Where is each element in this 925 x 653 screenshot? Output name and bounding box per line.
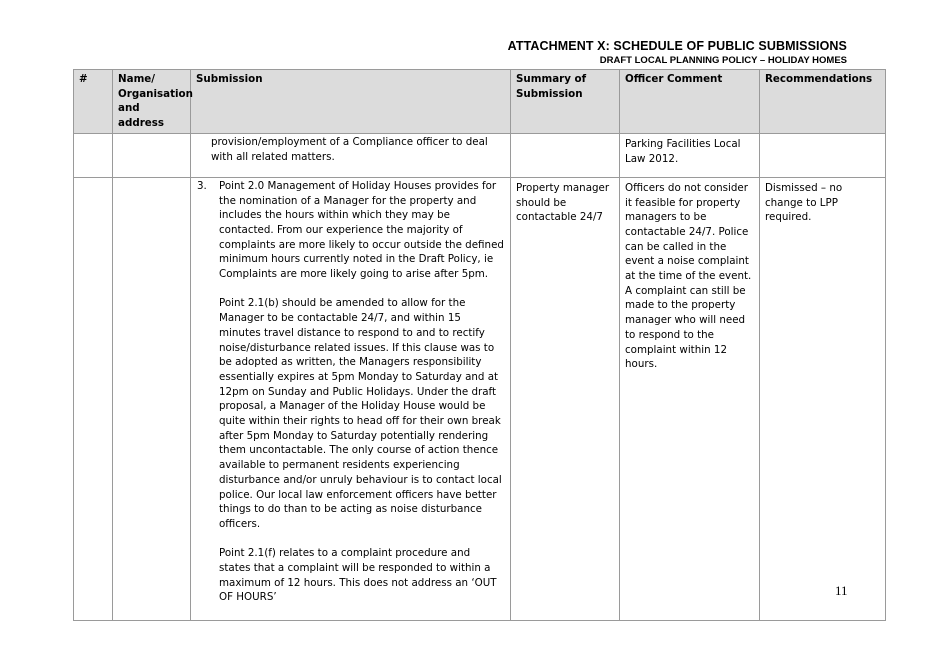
cell-name xyxy=(113,177,191,620)
cell-summary xyxy=(511,133,620,177)
submission-paragraph: Point 2.0 Management of Holiday Houses provides for the nomination of a Manager for the property and includes the hours within which they may be contacted. From our experience the majority of complaints are more likely to occur outside the defined minimum hours currently noted in the Draft Policy, ie Complaints are more likely going to arise after 5pm. xyxy=(219,179,504,281)
submissions-table xyxy=(73,69,886,621)
summary-text: Property manager should be contactable 24/7 xyxy=(516,181,610,224)
document-subtitle: DRAFT LOCAL PLANNING POLICY – HOLIDAY HOMES xyxy=(599,55,847,66)
table-row xyxy=(74,177,886,620)
officer-comment-text: Officers do not consider it feasible for property managers to be contactable 24/7. Police can be called in the event a noise complaint at the time of the event. A complaint can still be made to the property manager who will need to respond to the complaint within 12 hours. xyxy=(625,181,752,371)
column-header-submission: Submission xyxy=(191,70,511,134)
submission-paragraph: Point 2.1(f) relates to a complaint procedure and states that a complaint will be responded to within a maximum of 12 hours. This does not address an ‘OUT OF HOURS’ xyxy=(219,547,497,604)
submission-text: provision/employment of a Compliance officer to deal with all related matters. xyxy=(211,135,488,163)
cell-officer-comment xyxy=(620,177,760,620)
cell-officer-comment xyxy=(620,133,760,177)
cell-name xyxy=(113,133,191,177)
submission-paragraph: Point 2.1(b) should be amended to allow for the Manager to be contactable 24/7, and within 15 minutes travel distance to respond to and to rectify noise/disturbance related issues. If this clause was to be adopted as written, the Managers responsibility essentially expires at 5pm Monday to Saturday and at 12pm on Sunday and Public Holidays. Under the draft proposal, a Manager of the Holiday House would be quite within their rights to head off for their own break after 5pm Monday to Saturday potentially rendering them uncontactable. The only course of action thence available to permanent residents experiencing disturbance and/or unruly behaviour is to contact local police. Our local law enforcement officers have better things to do than to be acting as noise disturbance officers. xyxy=(219,297,502,530)
column-header-officer-comment: Officer Comment xyxy=(620,70,760,134)
page-number: 11 xyxy=(835,583,848,598)
cell-recommendation xyxy=(760,177,886,620)
submission-item xyxy=(191,178,510,620)
document-title: ATTACHMENT X: SCHEDULE OF PUBLIC SUBMISSIONS xyxy=(507,39,847,53)
column-header-recommendations: Recommendations xyxy=(760,70,886,134)
cell-submission xyxy=(191,133,511,177)
recommendation-text: Dismissed – no change to LPP required. xyxy=(765,181,843,224)
column-header-name: Name/ Organisation and address xyxy=(113,70,191,134)
cell-number xyxy=(74,177,113,620)
column-header-number: # xyxy=(74,70,113,134)
cell-number xyxy=(74,133,113,177)
officer-comment-text: Parking Facilities Local Law 2012. xyxy=(625,137,741,165)
column-header-summary: Summary of Submission xyxy=(511,70,620,134)
cell-submission xyxy=(191,177,511,620)
cell-summary xyxy=(511,177,620,620)
item-number: 3. xyxy=(197,179,207,192)
cell-recommendation xyxy=(760,133,886,177)
table-row xyxy=(74,133,886,177)
table-header-row xyxy=(74,70,886,134)
